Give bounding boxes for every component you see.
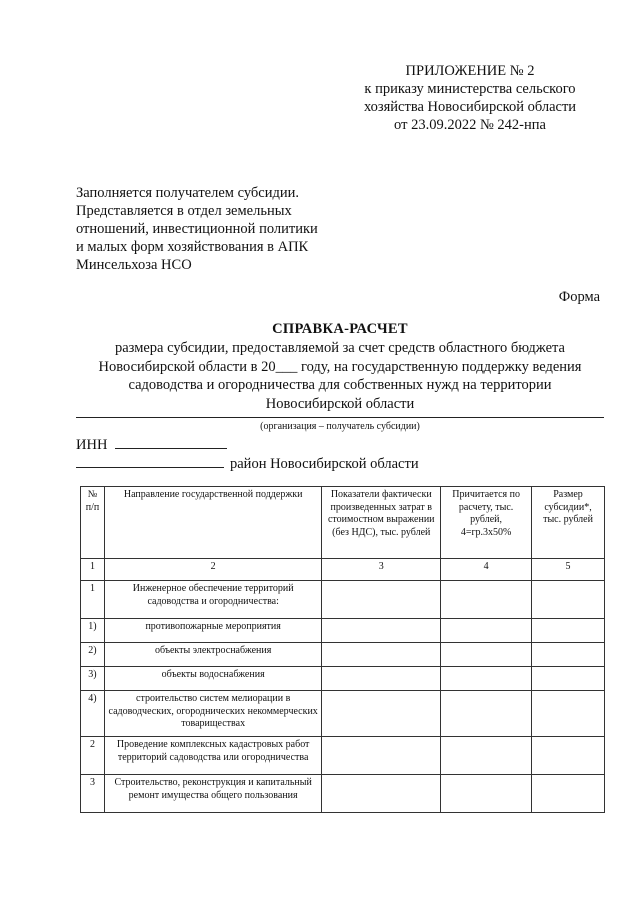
colnum: 4 xyxy=(441,559,532,581)
row-text: объекты водоснабжения xyxy=(104,667,321,691)
cell-due[interactable] xyxy=(441,691,532,737)
instruction-line: отношений, инвестиционной политики xyxy=(76,221,318,237)
organization-caption: (организация – получатель субсидии) xyxy=(260,421,420,432)
row-text: Строительство, реконструкция и капитальный ремонт имущества общего пользования xyxy=(104,775,321,813)
appendix-header xyxy=(340,62,600,134)
colnum: 5 xyxy=(532,559,605,581)
inn-label: ИНН xyxy=(76,437,108,453)
subtitle-line: Новосибирской области xyxy=(265,395,415,412)
column-number-row xyxy=(81,559,605,581)
cell-size[interactable] xyxy=(532,775,605,813)
organization-fill-line[interactable] xyxy=(76,417,604,418)
cell-due[interactable] xyxy=(441,643,532,667)
inn-fill-line[interactable] xyxy=(115,436,227,449)
colnum: 2 xyxy=(104,559,321,581)
row-text: объекты электроснабжения xyxy=(104,643,321,667)
district-row xyxy=(76,455,419,473)
cell-costs[interactable] xyxy=(322,643,441,667)
district-fill-line[interactable] xyxy=(76,455,224,468)
appendix-line: к приказу министерства сельского xyxy=(364,81,576,97)
cell-size[interactable] xyxy=(532,643,605,667)
colnum: 3 xyxy=(322,559,441,581)
instruction-line: Представляется в отдел земельных xyxy=(76,203,292,219)
appendix-title: ПРИЛОЖЕНИЕ № 2 xyxy=(405,63,535,79)
row-text: строительство систем мелиорации в садоводческих, огороднических некоммерческих товариществах xyxy=(104,691,321,737)
subtitle-line: размера субсидии, предоставляемой за счет средств областного бюджета xyxy=(114,340,565,356)
table-row xyxy=(81,667,605,691)
subtitle-line: садоводства и огородничества для собственных нужд на территории xyxy=(128,377,552,393)
row-text: противопожарные мероприятия xyxy=(104,619,321,643)
header-costs: Показатели фактически произведенных затрат в стоимостном выражении (без НДС), тыс. рублей xyxy=(322,487,441,559)
header-direction: Направление государственной поддержки xyxy=(104,487,321,559)
form-label: Форма xyxy=(558,289,600,305)
row-num: 3) xyxy=(81,667,105,691)
cell-size[interactable] xyxy=(532,667,605,691)
row-num: 1) xyxy=(81,619,105,643)
district-label: район Новосибирской области xyxy=(230,456,419,472)
header-size: Размер субсидии*, тыс. рублей xyxy=(532,487,605,559)
subtitle-line: Новосибирской области в 20___ году, на государственную поддержку ведения xyxy=(98,358,582,375)
table-row xyxy=(81,775,605,813)
document-subtitle xyxy=(70,339,610,413)
row-text: Проведение комплексных кадастровых работ территорий садоводства или огородничества xyxy=(104,737,321,775)
row-num: 3 xyxy=(81,775,105,813)
instructions-block xyxy=(76,184,376,274)
cell-costs[interactable] xyxy=(322,737,441,775)
cell-size[interactable] xyxy=(532,619,605,643)
row-num: 2 xyxy=(81,737,105,775)
cell-size[interactable] xyxy=(532,691,605,737)
instruction-line: и малых форм хозяйствования в АПК xyxy=(76,239,309,255)
cell-size[interactable] xyxy=(532,737,605,775)
cell-costs[interactable] xyxy=(322,667,441,691)
inn-row xyxy=(76,436,227,454)
cell-due[interactable] xyxy=(441,619,532,643)
table-row xyxy=(81,691,605,737)
table-header-row xyxy=(81,487,605,559)
row-num: 4) xyxy=(81,691,105,737)
row-text: Инженерное обеспечение территорий садоводства и огородничества: xyxy=(104,581,321,619)
cell-due[interactable] xyxy=(441,667,532,691)
row-num: 1 xyxy=(81,581,105,619)
cell-due[interactable] xyxy=(441,775,532,813)
table-row xyxy=(81,737,605,775)
appendix-date: от 23.09.2022 № 242-нпа xyxy=(394,117,546,133)
cell-costs[interactable] xyxy=(322,619,441,643)
subsidy-table xyxy=(80,486,605,813)
appendix-line: хозяйства Новосибирской области xyxy=(363,99,577,115)
cell-costs[interactable] xyxy=(322,691,441,737)
cell-size[interactable] xyxy=(532,581,605,619)
cell-due[interactable] xyxy=(441,581,532,619)
table-row xyxy=(81,643,605,667)
row-num: 2) xyxy=(81,643,105,667)
table-row xyxy=(81,619,605,643)
header-due: Причитается по расчету, тыс. рублей, 4=гр.3х50% xyxy=(441,487,532,559)
document-title: СПРАВКА-РАСЧЕТ xyxy=(272,321,408,337)
table-row xyxy=(81,581,605,619)
instruction-line: Минсельхоза НСО xyxy=(76,257,192,273)
instruction-line: Заполняется получателем субсидии. xyxy=(76,185,299,201)
header-num: № п/п xyxy=(81,487,105,559)
cell-due[interactable] xyxy=(441,737,532,775)
cell-costs[interactable] xyxy=(322,775,441,813)
cell-costs[interactable] xyxy=(322,581,441,619)
colnum: 1 xyxy=(81,559,105,581)
